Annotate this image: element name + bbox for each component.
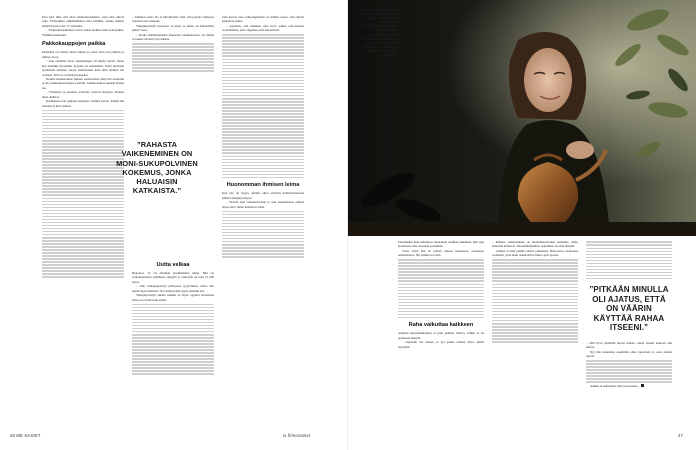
paragraph: Annika ei enää pelkää rahasta puhumista. Hän kertoo tarinaansa avoimesti, jotta muut uskaltaisivat hakea apua ajoissa. (492, 248, 578, 258)
subheading-raha-vaikuttaa: Raha vaikuttaa kaikkeen (408, 322, 474, 329)
subheading-pakkokauppojen: Pakkokauppojen paikka (42, 41, 106, 48)
paragraph: Kun talo oli myyty, Annika alkoi selvittää mahdollisuuttaan päästä velkajärjestelyyn. (222, 191, 304, 200)
paragraph: Velkajärjestelyn aikana Annika on myös oppinut hoitamaan rahaa eri tavalla kuin ennen. (132, 293, 214, 302)
portrait-photo (348, 0, 696, 236)
right-column-2 (492, 240, 578, 435)
paragraph: – Tammen saarta ilta ja kiitollisuutta siitä, että jossain vaiheessa tarjoutui uusi tilaisuus. (132, 15, 214, 24)
left-column-2-bottom (132, 258, 214, 436)
folio-left-url: is.fi/menaiset (283, 433, 311, 438)
end-text: Annika ei enää halua elää pelon kautta. (590, 384, 639, 389)
left-column-3 (222, 15, 304, 435)
paragraph: Vuosi sitten hän oli jälleen tutussa tilanteessa, ostamassa omakotitaloa. Nyt kaikki on toisin. (398, 248, 484, 258)
paragraph: – Opettelin itse kaiken, ja nyt puhun rahasta myös omille lapsilleni. (398, 340, 484, 349)
paragraph: Parisuhde oli vaihtaa alusta alkaen, ja vuosi talon osto jälkeen se päättyi eroon. (42, 50, 124, 59)
folio-right: 47 (678, 433, 684, 438)
paragraph: – Ylisäästyä ja asioiden selvittely vaativat energiaa. Tilanne alkoi ahdistaa. (42, 90, 124, 99)
paragraph: Sain kasvaa ulos velkaongelmasta ja Annika toteaa, että rahasta kannattaa puhua. (222, 15, 304, 24)
portrait-photo-icon (348, 0, 696, 236)
paragraph: – Ylläpitokustannukset olivat samaa luokkaa kuin nettopalkka. Yhtäkkiä makoilen. (42, 28, 124, 37)
end-mark-icon (641, 384, 644, 387)
left-pullquote: ”RAHASTA VAIKENEMINEN ON MONI-SUKUPOLVINEN KOKEMUS, JONKA HALUAISIN KATKAISTA.” (116, 140, 198, 196)
paragraph: – Varasin ajan velkaneuvojalle ja sain tapaamisessa selkeät ohjeet siitä, miten kannattaa edetä. (222, 200, 304, 209)
paragraph: – Rahasta vaikeneminen on monisukupolvinen kokemus, jonka haluaisin katkaista. Talousnäkökulman oppiminen on ollut tärkeää. (492, 240, 578, 249)
paragraph: – Koska elämäntoimeksi hakeuttuu pienituloisena, sai minkä se kokee olevan hyvä ratkaisu. (132, 32, 214, 42)
left-column-2 (132, 15, 214, 105)
paragraph: Velkajärjestelyn suojeessa on pieni, ja siihen on mahdollista päästä vasta. (132, 23, 214, 33)
paragraph: – Olin velkajärjestelyn päättyessä tyytyväinen, mutta silti tuntui myös haikealta. Nyt minun pitää oppia elämään itse. (132, 284, 214, 293)
paragraph: – Olin hyvä pitämään huolta muista, mutta itseäni kohtaan olin ankara. (586, 340, 672, 350)
right-pullquote: ”PITKÄÄN MINULLA OLI AJATUS, ETTÄ ON VÄÄRIN KÄYTTÄÄ RAHAA ITSEENI.” (589, 285, 669, 333)
paragraph: Kesäkuussa talo pakkoho kaupassa. Annika kertoo. Kaikki tuli turhaksi ja kävi pahasti. (42, 99, 124, 108)
subheading-huonomman: Huonomman ihmisen leima (226, 182, 300, 189)
paragraph: Helpottaa. Se oli Annikan ensimmäinen tunne. Hän sai velkajärjestelyn päätöksen syksyllä ja velkojilla on noin 10 000 euroa. (132, 271, 214, 284)
paragraph-end (586, 384, 672, 388)
right-column-3 (586, 240, 672, 435)
right-column-1 (398, 240, 484, 435)
paragraph: Pian kävi ilmi, että talon arkkitantasuhdetta -alon edut tulivat esiin. Esimerkiksi sähkölämmitys kävi kalliiksi, vaikka Annika lämmitti kotia vain 17-asteiseksi. (42, 15, 124, 28)
left-column-1 (42, 15, 124, 435)
photo-caption: Parikymppisenä Annikan makuun vuosiksi kaisu kai taina, mikä avasivat vuosikausien velkajärjestelyt. Nykyään hän on rahasta puhuessaan avoin ja ymmärtää, että asioita voi muuttaa. ”Raha ei ole enää tabu. Se vaikuttaa kaikkeen, jos sitä ei ymmärrä.” (358, 8, 398, 58)
subheading-uutta-velkaa: Uutta velkaa (156, 262, 190, 268)
paragraph: Annikan lapsuudenkodissa ei juuri puhuttu rahasta, vaikka se oli perheessä tiukalla. (398, 331, 484, 340)
paragraph: Ensemmäin kuin kuluttuvat muutaman Annikan elämässä, hän oppi hoitamaan raha-asioitaan paremmin. (398, 240, 484, 249)
paragraph: Kesken kaudenomien jälkeen asunnolaiset päätyivät asiointiin ja talo pakkohuutokauppa varattiin. Annika muutti takaisin äitinsä luo. (42, 76, 124, 90)
folio-left: 46 ME NAISET (10, 433, 41, 438)
paragraph: – Ajattelen, että kaikkien olisi hyvä puhua raha-asioista avoimemmin, jotta ongelmat eivät kasaantuisi. (222, 23, 304, 33)
paragraph: Nyt hän kuuntelee enemmän omia tarpeitaan ja osaa nauttia arjesta. (586, 349, 672, 359)
paragraph: – Kun ostimme talon, asuntokauppa oli käynyt hyvin, mutta kun aloimme myymään, kysyntä oli romahtanut. Talon myyntiin kymmeniä tuhansia euroja lainoitettuna kuin mitä olimme sen ostaneet. Siltä se ei mennyt kaupaksi. (42, 59, 124, 77)
